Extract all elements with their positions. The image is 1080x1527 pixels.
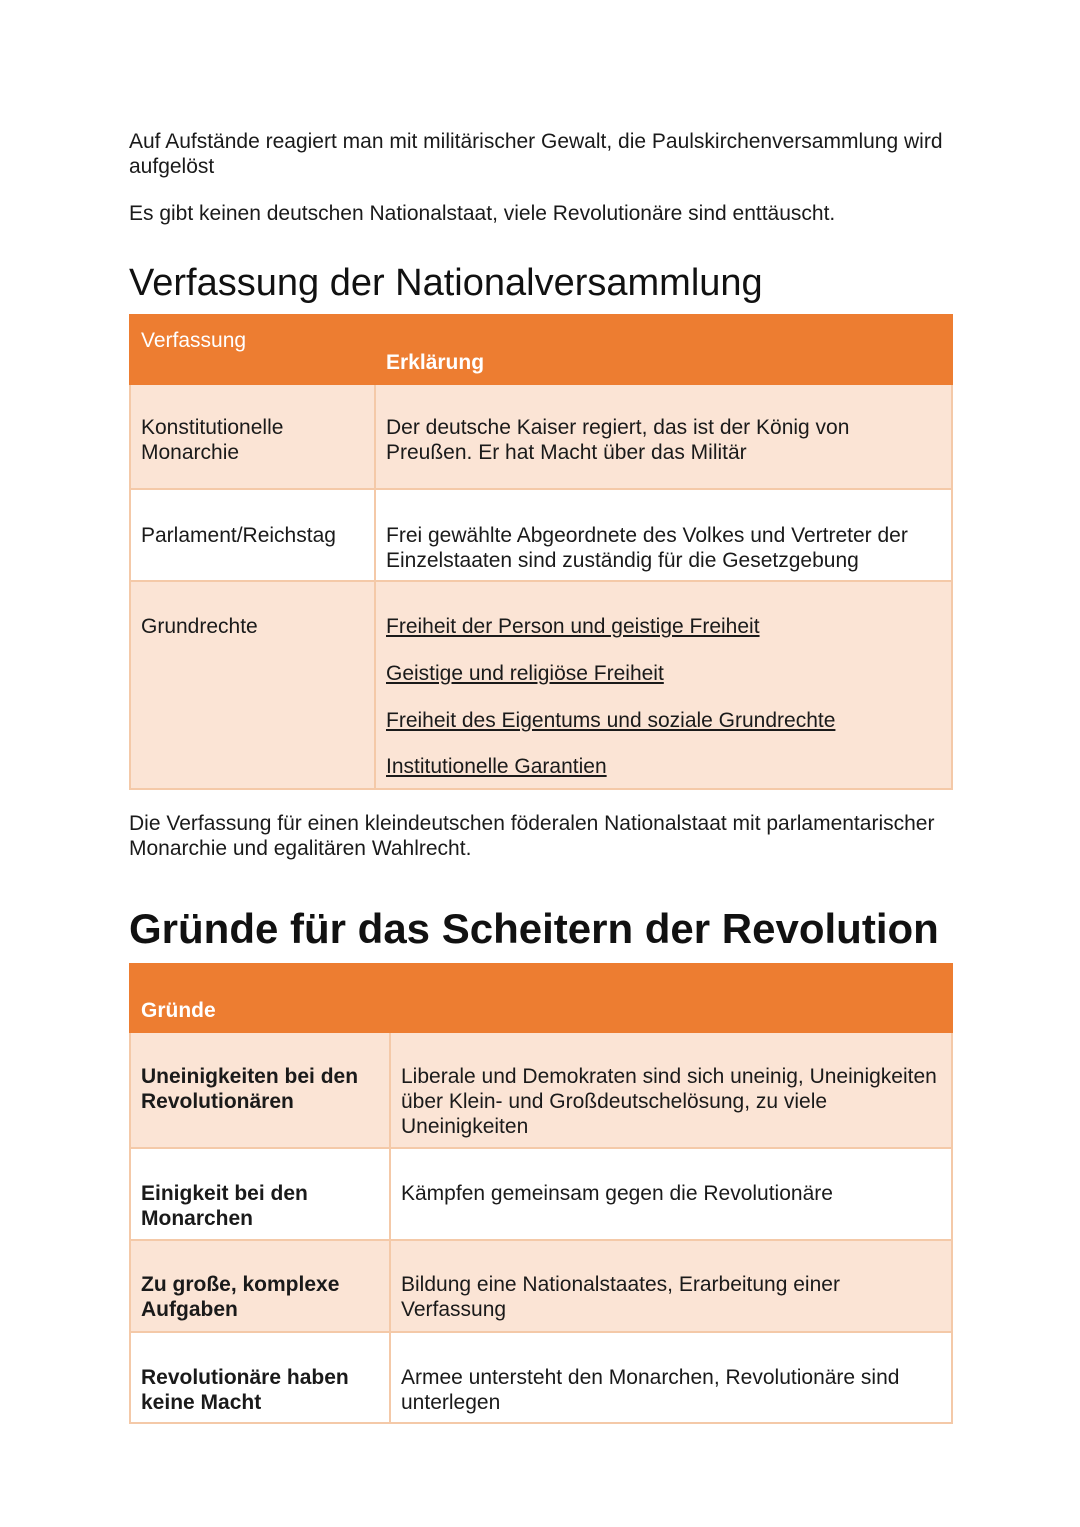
table-row — [130, 581, 952, 789]
verfassung-heading: Verfassung der Nationalversammlung — [129, 262, 763, 304]
link-religioese-freiheit[interactable]: Geistige und religiöse Freiheit — [386, 662, 664, 685]
intro-paragraph-1: Auf Aufstände reagiert man mit militärischer Gewalt, die Paulskirchenversammlung wird aufgelöst — [129, 130, 943, 178]
row-reason: Einigkeit bei den Monarchen — [130, 1148, 390, 1240]
row-explanation: Der deutsche Kaiser regiert, das ist der König von Preußen. Er hat Macht über das Militär — [375, 384, 952, 489]
link-institutionelle-garantien[interactable]: Institutionelle Garantien — [386, 755, 607, 778]
table-row — [130, 1032, 952, 1148]
row-reason: Uneinigkeiten bei den Revolutionären — [130, 1032, 390, 1148]
scheitern-heading: Gründe für das Scheitern der Revolution — [129, 905, 939, 952]
table-row — [130, 489, 952, 581]
table-row — [130, 384, 952, 489]
table-row — [130, 1332, 952, 1423]
row-reason: Zu große, komplexe Aufgaben — [130, 1240, 390, 1332]
header-gruende: Gründe — [130, 964, 952, 1032]
row-reason: Revolutionäre haben keine Macht — [130, 1332, 390, 1423]
row-explanation: Liberale und Demokraten sind sich uneinig, Uneinigkeiten über Klein- und Großdeutschelösung, zu viele Uneinigkeiten — [390, 1032, 952, 1148]
link-eigentum[interactable]: Freiheit des Eigentums und soziale Grundrechte — [386, 709, 836, 732]
table-row — [130, 1148, 952, 1240]
verfassung-table — [129, 314, 953, 790]
table-row — [130, 1240, 952, 1332]
gruende-table-header — [130, 964, 952, 1032]
link-freiheit-person[interactable]: Freiheit der Person und geistige Freiheit — [386, 615, 760, 638]
row-explanation: Kämpfen gemeinsam gegen die Revolutionäre — [390, 1148, 952, 1240]
row-term: Parlament/Reichstag — [130, 489, 375, 581]
row-explanation: Frei gewählte Abgeordnete des Volkes und Vertreter der Einzelstaaten sind zuständig für die Gesetzgebung — [375, 489, 952, 581]
row-explanation: Bildung eine Nationalstaates, Erarbeitung einer Verfassung — [390, 1240, 952, 1332]
gruende-table — [129, 963, 953, 1424]
header-erklaerung: Erklärung — [375, 315, 952, 384]
row-explanation: Armee untersteht den Monarchen, Revolutionäre sind unterlegen — [390, 1332, 952, 1423]
row-term: Konstitutionelle Monarchie — [130, 384, 375, 489]
grundrechte-links — [375, 581, 952, 789]
intro-paragraph-2: Es gibt keinen deutschen Nationalstaat, viele Revolutionäre sind enttäuscht. — [129, 202, 836, 225]
header-verfassung: Verfassung — [130, 315, 375, 384]
verfassung-summary: Die Verfassung für einen kleindeutschen föderalen Nationalstaat mit parlamentarischer Monarchie und egalitären Wahlrecht. — [129, 812, 935, 860]
row-term: Grundrechte — [130, 581, 375, 789]
verfassung-table-header — [130, 315, 952, 384]
